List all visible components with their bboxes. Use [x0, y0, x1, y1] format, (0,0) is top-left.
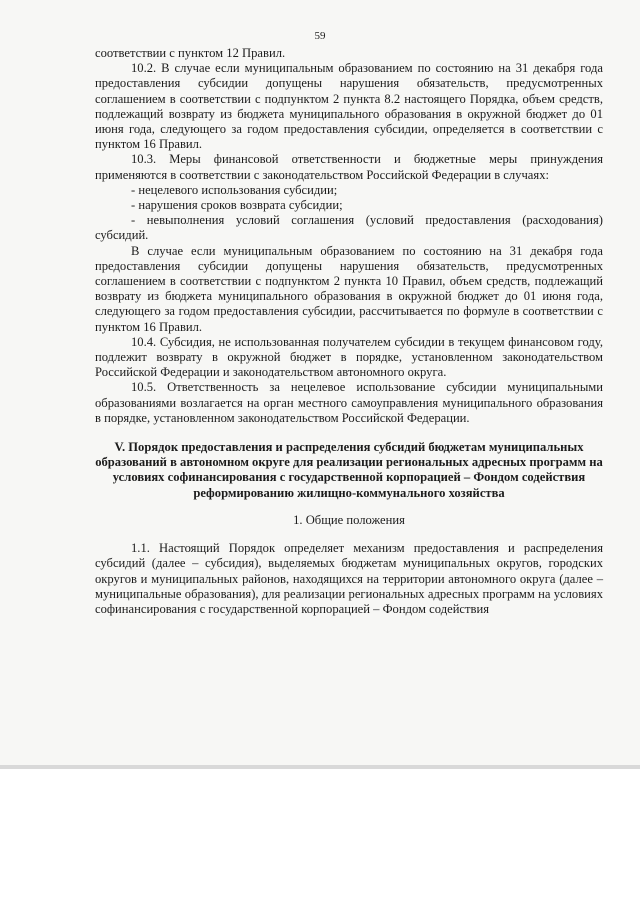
list-item: - нарушения сроков возврата субсидии; — [131, 198, 343, 213]
blank-area — [0, 769, 640, 905]
list-item: - нецелевого использования субсидии; — [131, 182, 338, 197]
section-heading: V. Порядок предоставления и распределения субсидий бюджетам муниципальных образований в автономном округе для реализации региональных адресных программ на условиях софинансирования с государственной корпорацией – Фондом содействия реформированию жилищно-коммунального хозяйства — [95, 440, 603, 500]
page-number: 59 — [314, 30, 326, 42]
paragraph-10-2: 10.2. В случае если муниципальным образованием по состоянию на 31 декабря года предоставления субсидии допущены нарушения обязательств, предусмотренных соглашением в соответствии с подпунктом 2 пункта 8.2 настоящего Порядка, объем средств, подлежащий возврату из бюджета муниципального образования в окружной бюджет до 01 июня года, следующего за годом предоставления субсидии, определяется в соответствии с пунктом 16 Правил. — [95, 61, 603, 152]
document-body — [95, 46, 603, 617]
subsection-heading: 1. Общие положения — [293, 512, 405, 527]
paragraph-10-4: 10.4. Субсидия, не использованная получателем субсидии в текущем финансовом году, подлежит возврату в окружной бюджет в порядке, установленном законодательством Российской Федерации и законодательством автономного округа. — [95, 334, 603, 380]
list-item: - невыполнения условий соглашения (условий предоставления (расходования) субсидий. — [95, 213, 603, 243]
paragraph-1-1: 1.1. Настоящий Порядок определяет механизм предоставления и распределения субсидий (далее – субсидия), выделяемых бюджетам муниципальных округов, городских округов и муниципальных районов, находящихся на территории автономного округа (далее – муниципальные образования), для реализации региональных адресных программ на условиях софинансирования с государственной корпорацией – Фондом содействия — [95, 541, 603, 616]
paragraph-10-5: 10.5. Ответственность за нецелевое использование субсидии муниципальными образованиями возлагается на орган местного самоуправления муниципального образования в порядке, установленном законодательством Российской Федерации. — [95, 380, 603, 425]
paragraph-10-3: 10.3. Меры финансовой ответственности и бюджетные меры принуждения применяются в соответствии с законодательством Российской Федерации в случаях: — [95, 152, 603, 182]
paragraph-return-calculation: В случае если муниципальным образованием по состоянию на 31 декабря года предоставления субсидии допущены нарушения обязательств, предусмотренных соглашением в соответствии с подпунктом 2 пункта 10 Правил, объем средств, подлежащий возврату из бюджета муниципального образования в окружной бюджет до 01 июня года, следующего за годом предоставления субсидии, рассчитывается по формуле в соответствии с пунктом 16 Правил. — [95, 243, 603, 334]
paragraph-continuation: соответствии с пунктом 12 Правил. — [95, 46, 286, 60]
